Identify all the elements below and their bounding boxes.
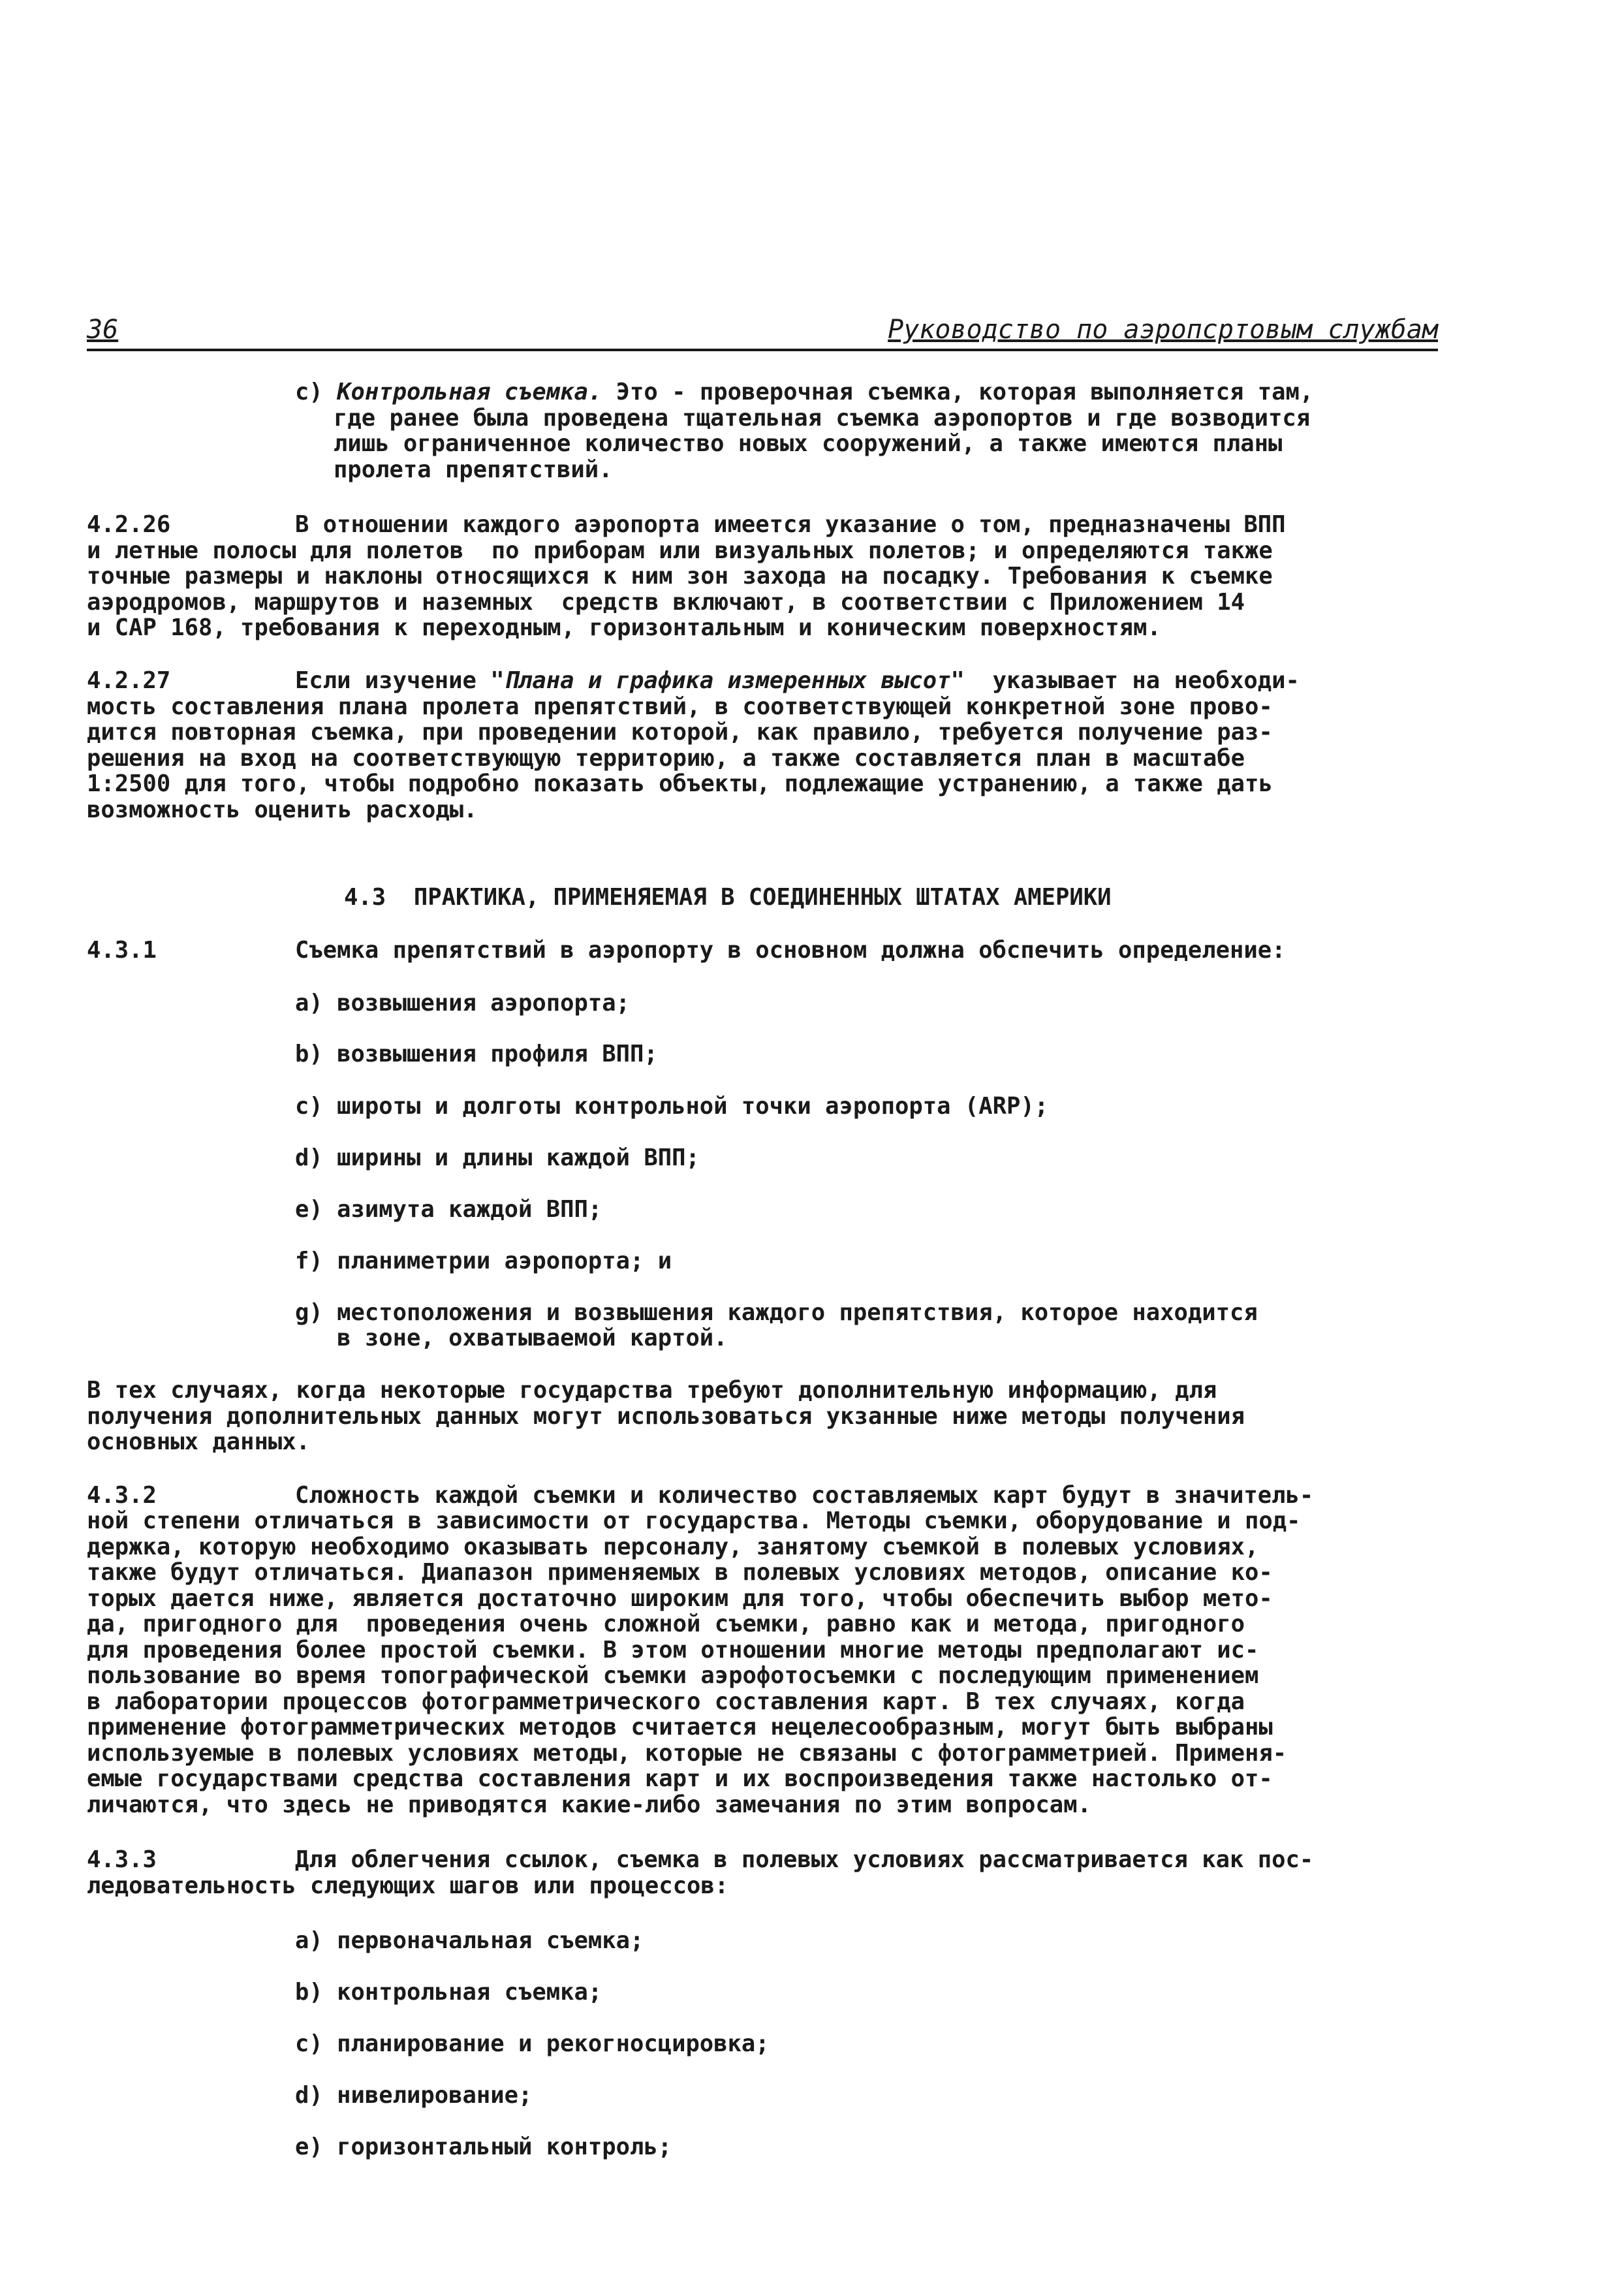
text-line: аэродромов, маршрутов и наземных средств включают, в соответствии с Приложением 14 xyxy=(87,589,1245,616)
text-line: В тех случаях, когда некоторые государства требуют дополнительную информацию, для xyxy=(87,1377,1217,1404)
list-item-continuation: в зоне, охватываемой картой. xyxy=(295,1325,728,1351)
item-c-kontrolnaya xyxy=(295,379,1313,405)
text-line: основных данных. xyxy=(87,1428,310,1455)
text-line: используемые в полевых условиях методы, которые не связаны с фотограмметрией. Применя- xyxy=(87,1740,1287,1767)
list-item: b) возвышения профиля ВПП; xyxy=(295,1041,658,1067)
list-item: a) первоначальная съемка; xyxy=(295,1927,644,1954)
paragraph-number: 4.2.26 xyxy=(87,511,171,538)
paragraph-number: 4.3.1 xyxy=(87,937,157,964)
page-header xyxy=(87,312,1438,351)
list-item: e) горизонтальный контроль; xyxy=(295,2134,672,2160)
list-item: f) планиметрии аэропорта; и xyxy=(295,1248,672,1274)
page-number: 36 xyxy=(87,315,119,345)
italic-term: Контрольная съемка. xyxy=(337,379,602,405)
paragraph-number: 4.3.3 xyxy=(87,1846,157,1873)
text-line: решения на вход на соответствующую территорию, а также составляется план в масштабе xyxy=(87,745,1245,772)
text-line: Сложность каждой съемки и количество составляемых карт будут в значитель- xyxy=(295,1482,1314,1509)
italic-title: "Плана и графика измеренных высот" xyxy=(490,667,965,694)
text-line: пользование во время топографической съемки аэрофотосъемки с последующим применением xyxy=(87,1662,1259,1689)
text-span: указывает на необходи- xyxy=(964,667,1300,694)
text-line: емые государствами средства составления карт и их воспроизведения также настолько от- xyxy=(87,1765,1273,1792)
text-line: мость составления плана пролета препятствий, в соответствующей конкретной зоне прово- xyxy=(87,693,1273,720)
text-line: также будут отличаться. Диапазон применяемых в полевых условиях методов, описание ко- xyxy=(87,1559,1273,1586)
text-line: точные размеры и наклоны относящихся к ним зон захода на посадку. Требования к съемке xyxy=(87,563,1273,590)
text-line: в лаборатории процессов фотограмметрического составления карт. В тех случаях, когда xyxy=(87,1688,1245,1715)
text-line: и САР 168, требования к переходным, горизонтальным и коническим поверхностям. xyxy=(87,614,1161,641)
text-line: да, пригодного для проведения очень сложной съемки, равно как и метода, пригодного xyxy=(87,1611,1245,1637)
text-line: возможность оценить расходы. xyxy=(87,796,478,823)
list-item: d) нивелирование; xyxy=(295,2082,533,2109)
text-line: и летные полосы для полетов по приборам или визуальных полетов; и определяются также xyxy=(87,537,1273,564)
text-line: лишь ограниченное количество новых сооружений, а также имеются планы xyxy=(334,430,1283,457)
list-item: g) местоположения и возвышения каждого препятствия, которое находится xyxy=(295,1299,1258,1326)
list-item: c) широты и долготы контрольной точки аэропорта (ARP); xyxy=(295,1093,1049,1120)
text-line: торых дается ниже, является достаточно широким для того, чтобы обеспечить выбор мето- xyxy=(87,1585,1273,1612)
list-item: b) контрольная съемка; xyxy=(295,1979,602,2006)
list-item: d) ширины и длины каждой ВПП; xyxy=(295,1144,700,1171)
text-line: Это - проверочная съемка, которая выполняется там, xyxy=(602,379,1314,405)
paragraph-number: 4.3.2 xyxy=(87,1482,157,1509)
section-heading: 4.3 ПРАКТИКА, ПРИМЕНЯЕМАЯ В СОЕДИНЕННЫХ ШТАТАХ АМЕРИКИ xyxy=(344,884,1112,911)
paragraph-number: 4.2.27 xyxy=(87,667,171,694)
text-span: Если изучение xyxy=(295,667,491,694)
list-marker: c) xyxy=(295,379,323,405)
text-line: для проведения более простой съемки. В этом отношении многие методы предполагают ис- xyxy=(87,1637,1259,1663)
text-line: получения дополнительных данных могут использоваться укзанные ниже методы получения xyxy=(87,1403,1245,1430)
text-line: Съемка препятствий в аэропорту в основном должна обспечить определение: xyxy=(295,937,1286,964)
text-line: держка, которую необходимо оказывать персоналу, занятому съемкой в полевых условиях, xyxy=(87,1534,1259,1560)
list-item: a) возвышения аэропорта; xyxy=(295,990,630,1016)
list-item: c) планирование и рекогносцировка; xyxy=(295,2030,770,2057)
text-line xyxy=(295,668,1300,693)
list-item: e) азимута каждой ВПП; xyxy=(295,1196,602,1223)
text-line: где ранее была проведена тщательная съемка аэропортов и где возводится xyxy=(334,405,1311,432)
text-line: ной степени отличаться в зависимости от государства. Методы съемки, оборудование и под- xyxy=(87,1507,1301,1534)
text-line: В отношении каждого аэропорта имеется указание о том, предназначены ВПП xyxy=(295,511,1286,538)
text-line: личаются, что здесь не приводятся какие-либо замечания по этим вопросам. xyxy=(87,1791,1091,1818)
text-line: дится повторная съемка, при проведении которой, как правило, требуется получение раз- xyxy=(87,719,1273,746)
text-line: Для облегчения ссылок, съемка в полевых условиях рассматривается как пос- xyxy=(295,1846,1314,1873)
text-line: применение фотограмметрических методов считается нецелесообразным, могут быть выбраны xyxy=(87,1714,1273,1741)
text-line: 1:2500 для того, чтобы подробно показать объекты, подлежащие устранению, а также дать xyxy=(87,770,1273,797)
running-title: Руководство по аэропсртовым службам xyxy=(888,315,1438,345)
text-line: ледовательность следующих шагов или процессов: xyxy=(87,1872,729,1899)
text-line: пролета препятствий. xyxy=(334,456,613,483)
